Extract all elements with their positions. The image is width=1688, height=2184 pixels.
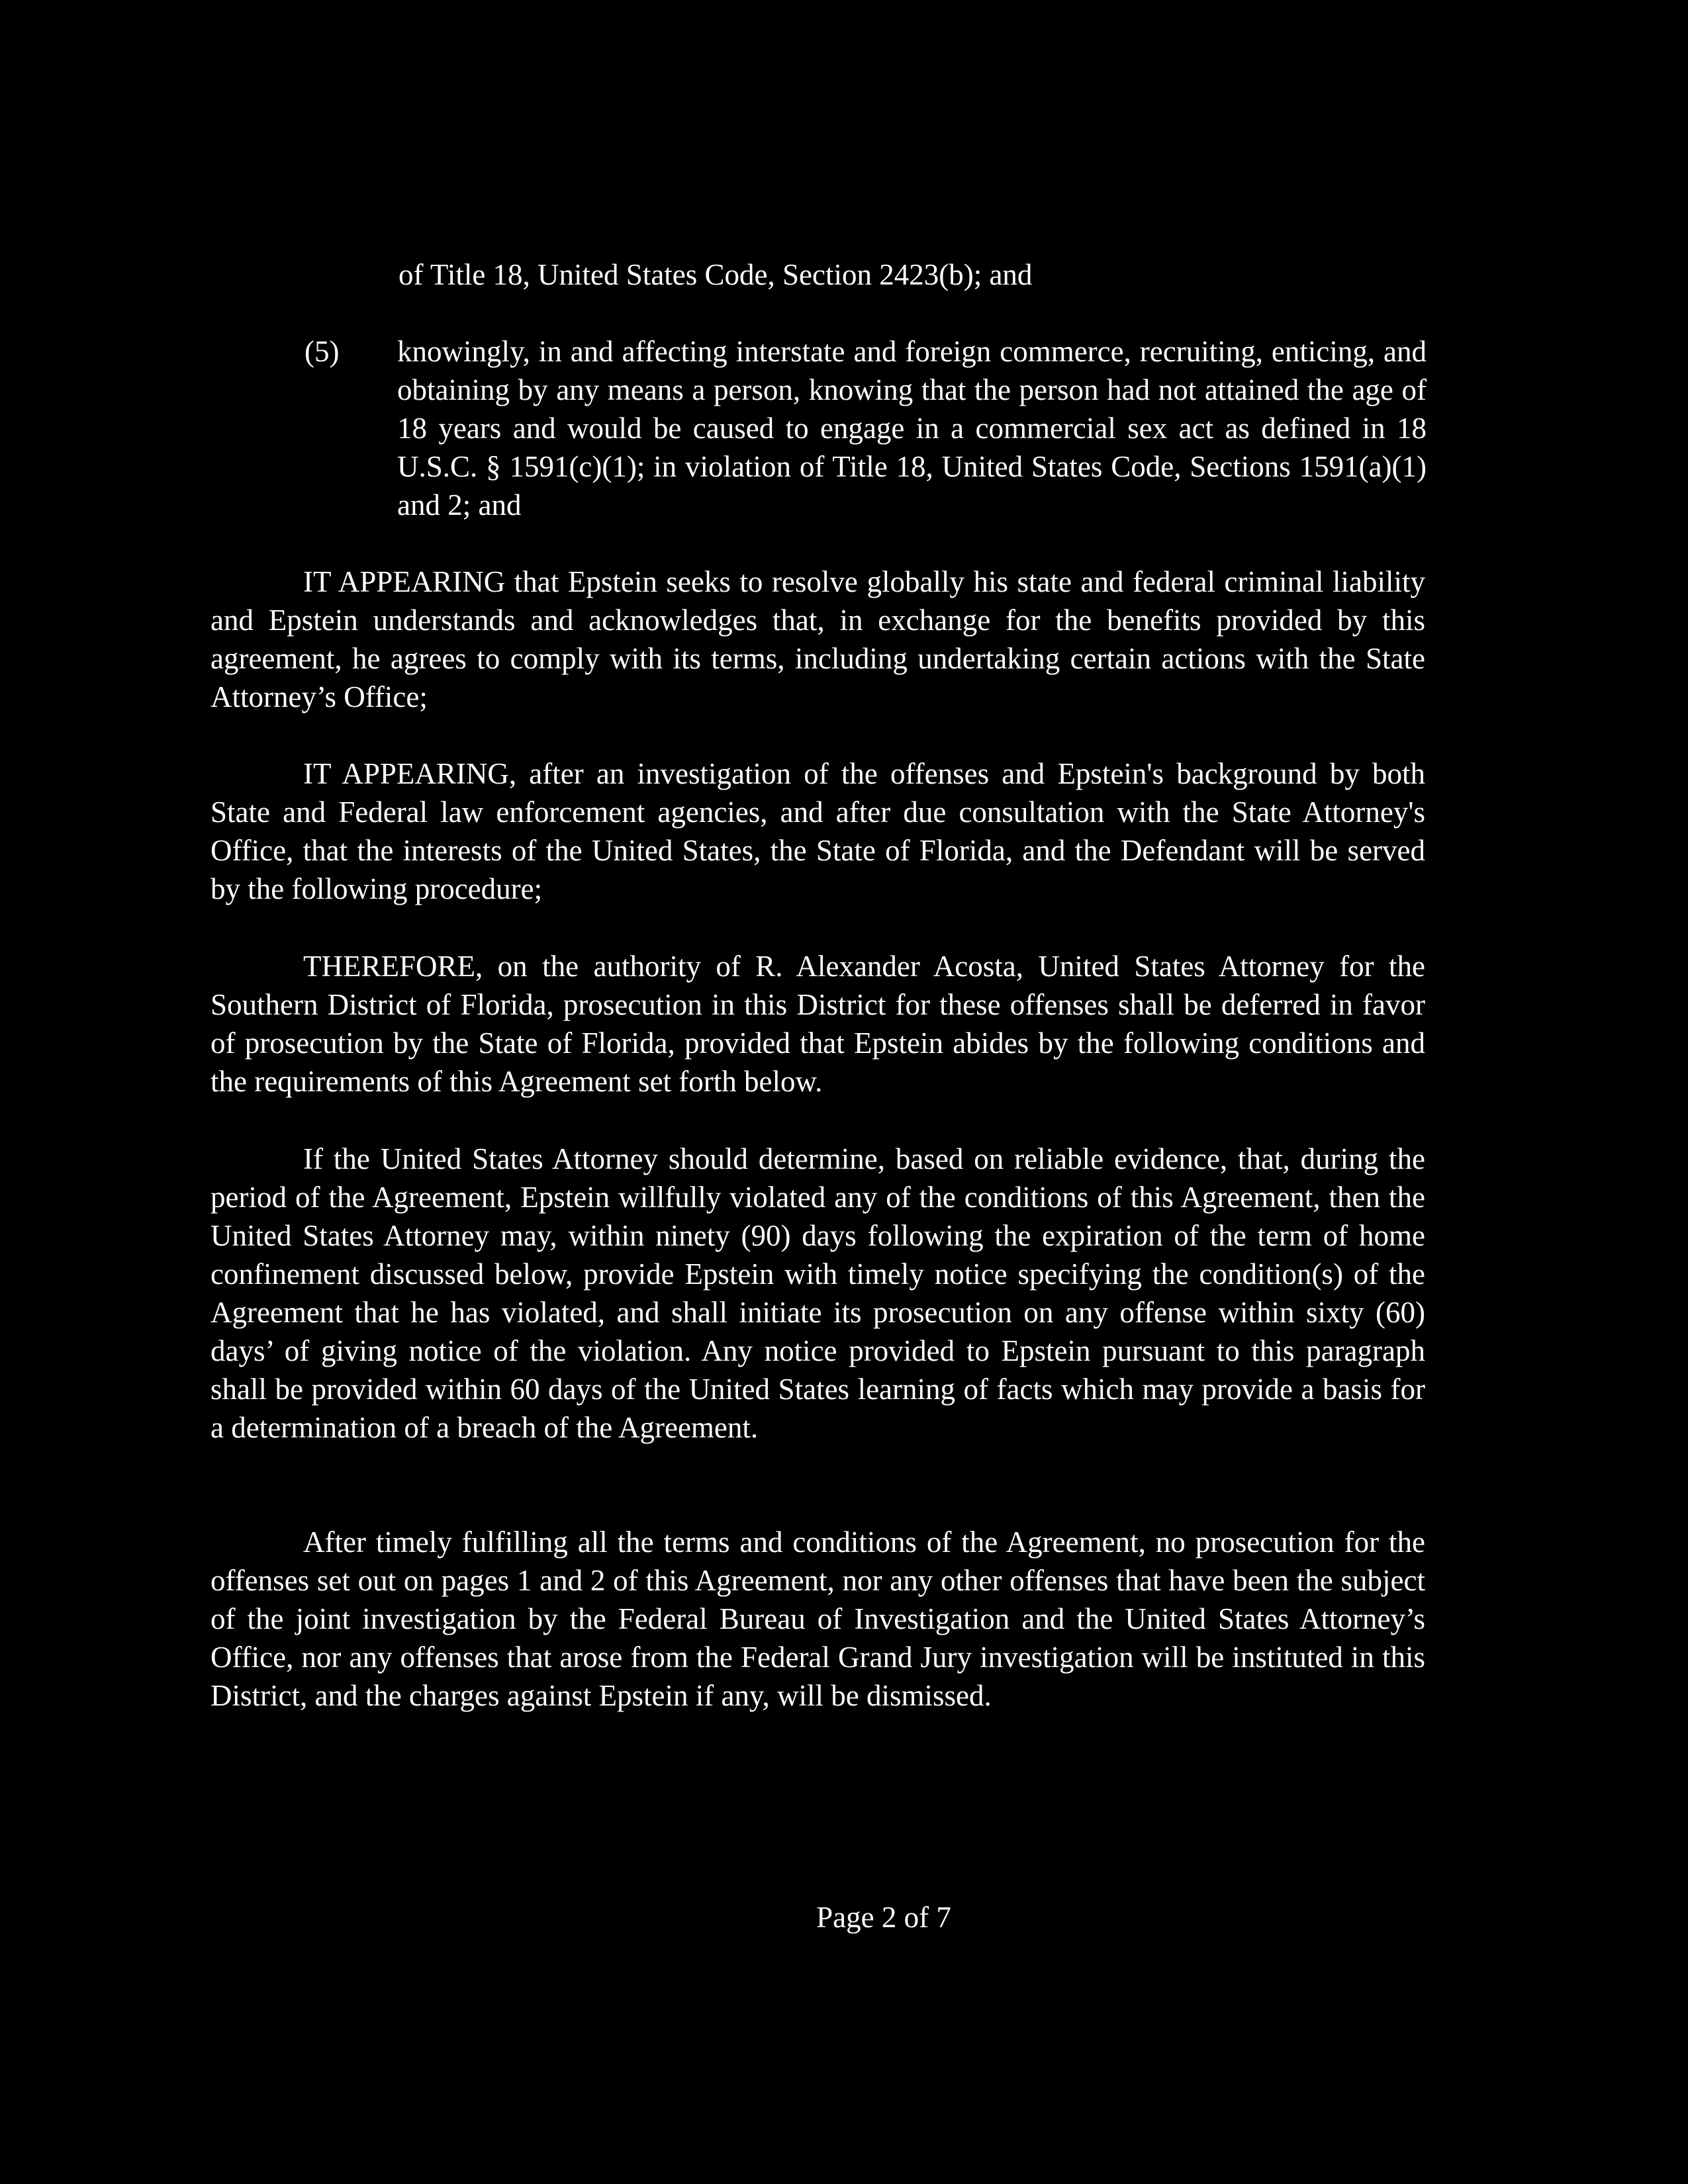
page-number: Page 2 of 7 (816, 1901, 951, 1934)
item-number: (5) (305, 335, 340, 368)
continuation-line: of Title 18, United States Code, Section 2423(b); and (399, 258, 1033, 291)
paragraph-it-appearing-2: IT APPEARING, after an investigation of the offenses and Epstein's background by both State and Federal law enforcement agencies, and after due consultation with the State Attorney's Office, that the interests of the United States, the State of Florida, and the Defendant will be served by the following procedure; (211, 757, 1425, 905)
paragraph-violation-notice: If the United States Attorney should determine, based on reliable evidence, that, during the period of the Agreement, Epstein willfully violated any of the conditions of this Agreement, then the United States Attorney may, within ninety (90) days following the expiration of the term of home confinement discussed below, provide Epstein with timely notice specifying the condition(s) of the Agreement that he has violated, and shall initiate its prosecution on any offense within sixty (60) days’ of giving notice of the violation. Any notice provided to Epstein pursuant to this paragraph shall be provided within 60 days of the United States learning of facts which may provide a basis for a determination of a breach of the Agreement. (211, 1142, 1425, 1444)
paragraph-fulfillment: After timely fulfilling all the terms and conditions of the Agreement, no prosecution for the offenses set out on pages 1 and 2 of this Agreement, nor any other offenses that have been the subject of the joint investigation by the Federal Bureau of Investigation and the United States Attorney’s Office, nor any offenses that arose from the Federal Grand Jury investigation will be instituted in this District, and the charges against Epstein if any, will be dismissed. (211, 1525, 1425, 1712)
paragraph-it-appearing-1: IT APPEARING that Epstein seeks to resolve globally his state and federal criminal liability and Epstein understands and acknowledges that, in exchange for the benefits provided by this agreement, he agrees to comply with its terms, including undertaking certain actions with the State Attorney’s Office; (211, 565, 1425, 713)
paragraph-therefore: THEREFORE, on the authority of R. Alexander Acosta, United States Attorney for the Southern District of Florida, prosecution in this District for these offenses shall be deferred in favor of prosecution by the State of Florida, provided that Epstein abides by the following conditions and the requirements of this Agreement set forth below. (211, 950, 1425, 1098)
page-footer (0, 1898, 1688, 1936)
item-text: knowingly, in and affecting interstate and foreign commerce, recruiting, enticing, and obtaining by any means a person, knowing that the person had not attained the age of 18 years and would be caused to engage in a commercial sex act as defined in 18 U.S.C. § 1591(c)(1); in violation of Title 18, United States Code, Sections 1591(a)(1) and 2; and (397, 335, 1427, 522)
